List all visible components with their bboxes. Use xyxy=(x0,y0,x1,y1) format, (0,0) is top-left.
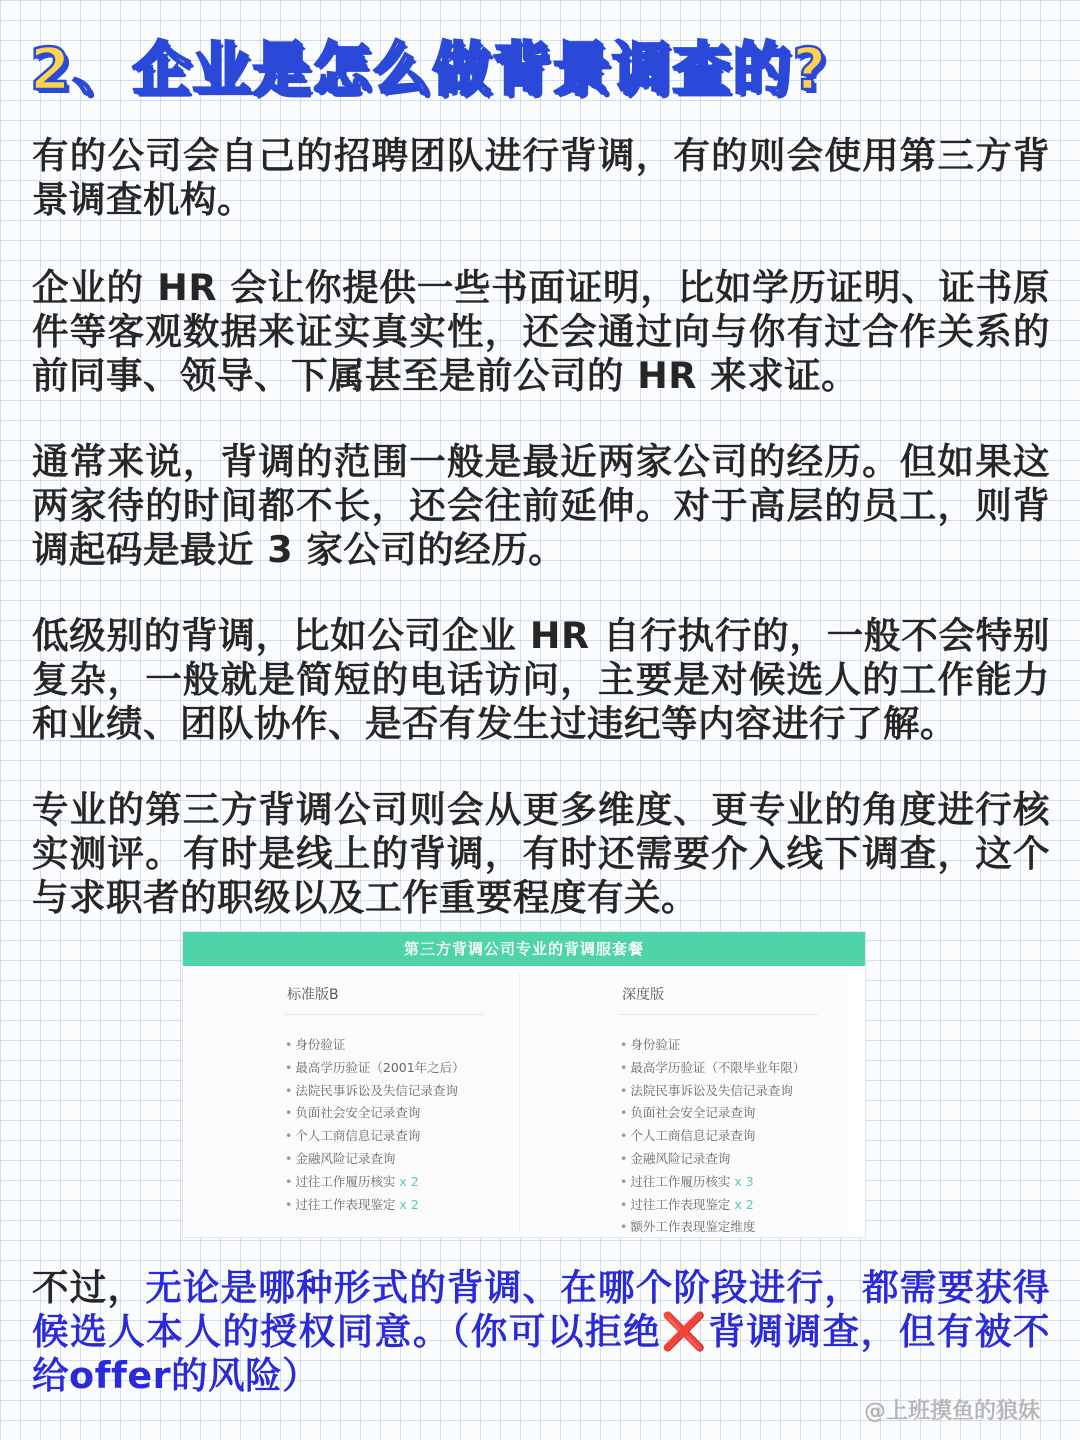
package-item: • 金融风险记录查询 xyxy=(620,1148,809,1171)
package-item: • 个人工商信息记录查询 xyxy=(620,1125,809,1148)
package-item: • 过往工作表现鉴定 x 2 xyxy=(285,1194,469,1217)
package-item: • 过往工作履历核实 x 3 xyxy=(620,1171,809,1194)
closing-highlight: 无论是哪种形式的背调、在哪个阶段进行，都需要获得候选人本人的授权同意。（你可以拒绝 xyxy=(32,1266,1051,1353)
package-item: • 最高学历验证（不限毕业年限） xyxy=(620,1057,809,1080)
package-item: • 身份验证 xyxy=(620,1034,809,1057)
package-item: • 负面社会安全记录查询 xyxy=(620,1102,809,1125)
package-item: • 个人工商信息记录查询 xyxy=(285,1125,469,1148)
package-name: 深度版 xyxy=(622,987,664,1003)
paragraph-authorization xyxy=(32,1266,1050,1398)
page-title: 2、企业是怎么做背景调查的? xyxy=(30,35,829,103)
package-item: • 额外工作表现鉴定维度 xyxy=(620,1216,809,1239)
paragraph-check-scope: 通常来说，背调的范围一般是最近两家公司的经历。但如果这两家待的时间都不长，还会往前延伸。对于高层的员工，则背调起码是最近 3 家公司的经历。 xyxy=(32,440,1050,571)
package-column-deep xyxy=(519,972,848,1233)
cross-mark-icon: ❌ xyxy=(661,1310,709,1353)
paragraph-in-house-vs-third-party: 有的公司会自己的招聘团队进行背调，有的则会使用第三方背景调查机构。 xyxy=(32,134,1050,221)
package-item: • 负面社会安全记录查询 xyxy=(285,1102,469,1125)
package-item: • 法院民事诉讼及失信记录查询 xyxy=(620,1080,809,1103)
package-item-list xyxy=(620,1034,809,1239)
package-item: • 过往工作履历核实 x 2 xyxy=(285,1171,469,1194)
package-comparison-image xyxy=(182,931,866,1238)
closing-rest: 背调调查，但有被不给offer的风险） xyxy=(32,1310,1051,1397)
paragraph-hr-verification: 企业的 HR 会让你提供一些书面证明，比如学历证明、证书原件等客观数据来证实真实性，还会通过向与你有过合作关系的前同事、领导、下属甚至是前公司的 HR 来求证。 xyxy=(32,266,1050,397)
divider xyxy=(285,1014,483,1015)
package-item: • 过往工作表现鉴定 x 2 xyxy=(620,1194,809,1217)
author-watermark: @上班摸鱼的狼妹 xyxy=(863,1399,1040,1424)
paragraph-third-party-check: 专业的第三方背调公司则会从更多维度、更专业的角度进行核实测评。有时是线上的背调，有时还需要介入线下调查，这个与求职者的职级以及工作重要程度有关。 xyxy=(32,788,1050,919)
package-item: • 金融风险记录查询 xyxy=(285,1148,469,1171)
package-column-standard xyxy=(185,972,513,1233)
package-item: • 法院民事诉讼及失信记录查询 xyxy=(285,1080,469,1103)
package-item: • 身份验证 xyxy=(285,1034,469,1057)
closing-prefix: 不过， xyxy=(32,1266,146,1309)
divider xyxy=(620,1014,818,1015)
package-name: 标准版B xyxy=(287,987,339,1003)
package-item: • 最高学历验证（2001年之后） xyxy=(285,1057,469,1080)
package-item-list xyxy=(285,1034,469,1216)
paragraph-low-level-check: 低级别的背调，比如公司企业 HR 自行执行的，一般不会特别复杂，一般就是简短的电话访问，主要是对候选人的工作能力和业绩、团队协作、是否有发生过违纪等内容进行了解。 xyxy=(32,614,1050,745)
package-header: 第三方背调公司专业的背调服套餐 xyxy=(183,932,865,966)
